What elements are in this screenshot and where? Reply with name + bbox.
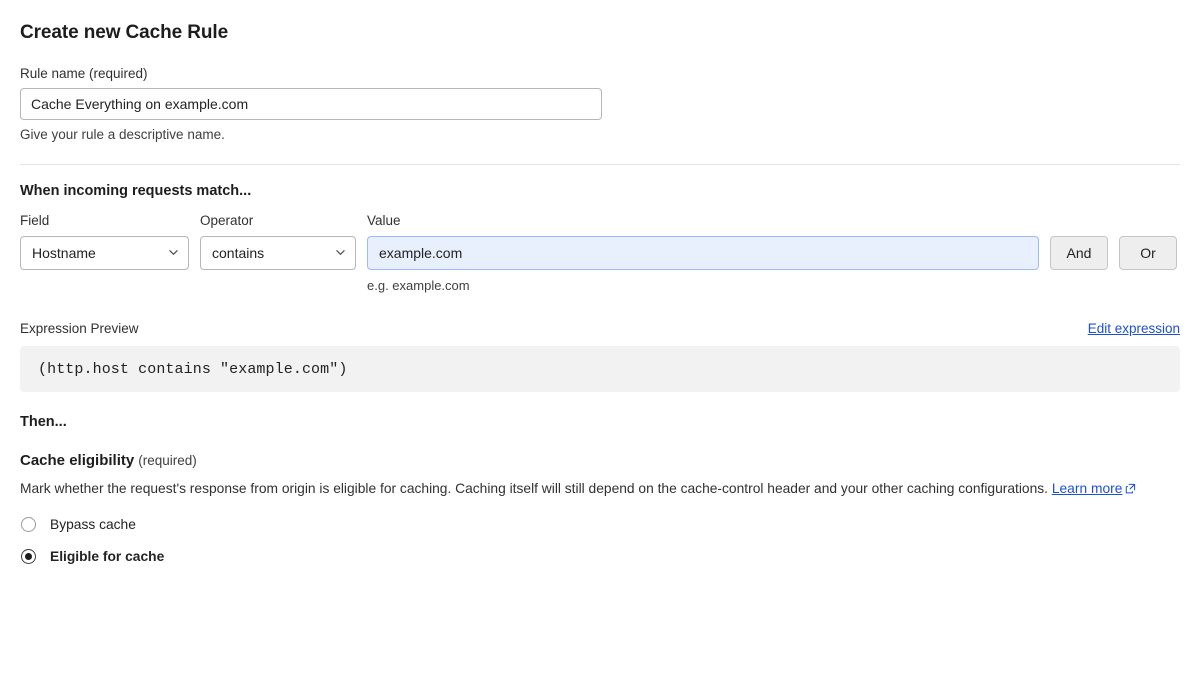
value-label: Value bbox=[367, 213, 401, 228]
cache-eligibility-heading bbox=[20, 452, 1180, 469]
radio-label: Eligible for cache bbox=[50, 548, 165, 564]
value-column bbox=[367, 213, 1039, 293]
expression-preview-box bbox=[20, 346, 1180, 392]
or-button-column bbox=[1119, 213, 1177, 270]
field-label: Field bbox=[20, 213, 50, 228]
external-link-icon bbox=[1125, 480, 1136, 491]
rule-name-input[interactable] bbox=[20, 88, 602, 120]
chevron-down-icon bbox=[169, 248, 178, 257]
learn-more-link[interactable]: Learn more bbox=[1051, 481, 1123, 496]
value-input[interactable] bbox=[367, 236, 1039, 270]
match-section-heading: When incoming requests match... bbox=[20, 183, 252, 199]
or-button[interactable]: Or bbox=[1119, 236, 1177, 270]
operator-select[interactable] bbox=[200, 236, 356, 270]
value-hint: e.g. example.com bbox=[367, 278, 470, 293]
cache-eligibility-required: (required) bbox=[138, 453, 197, 468]
and-button[interactable]: And bbox=[1050, 236, 1108, 270]
field-select[interactable] bbox=[20, 236, 189, 270]
cache-eligibility-title: Cache eligibility bbox=[20, 452, 135, 469]
expression-preview-text: (http.host contains "example.com") bbox=[38, 360, 348, 378]
field-select-value: Hostname bbox=[32, 245, 96, 261]
expression-preview-label: Expression Preview bbox=[20, 321, 139, 336]
section-divider bbox=[20, 164, 1180, 165]
or-spacer bbox=[1119, 213, 1177, 229]
radio-label: Bypass cache bbox=[50, 516, 136, 532]
radio-icon[interactable] bbox=[21, 549, 36, 564]
and-button-column bbox=[1050, 213, 1108, 270]
radio-option-bypass-cache[interactable] bbox=[20, 517, 1180, 532]
rule-name-label: Rule name (required) bbox=[20, 66, 148, 81]
operator-label: Operator bbox=[200, 213, 254, 228]
radio-icon[interactable] bbox=[21, 517, 36, 532]
and-spacer bbox=[1050, 213, 1108, 229]
cache-eligibility-description bbox=[20, 479, 1180, 500]
operator-column bbox=[200, 213, 356, 270]
then-heading: Then... bbox=[20, 414, 67, 430]
match-row bbox=[20, 213, 1180, 293]
description-text: Mark whether the request's response from origin is eligible for caching. Caching itself will still depend on the cache-control header and your other caching configurations. bbox=[20, 481, 1052, 496]
edit-expression-link[interactable]: Edit expression bbox=[1087, 321, 1180, 336]
operator-select-value: contains bbox=[212, 245, 265, 261]
rule-name-hint: Give your rule a descriptive name. bbox=[20, 127, 225, 142]
field-column bbox=[20, 213, 189, 270]
cache-rule-form bbox=[0, 12, 1200, 696]
radio-option-eligible-for-cache[interactable] bbox=[20, 549, 1180, 564]
page-title: Create new Cache Rule bbox=[20, 22, 229, 43]
chevron-down-icon bbox=[336, 248, 345, 257]
expression-header bbox=[20, 321, 1180, 336]
